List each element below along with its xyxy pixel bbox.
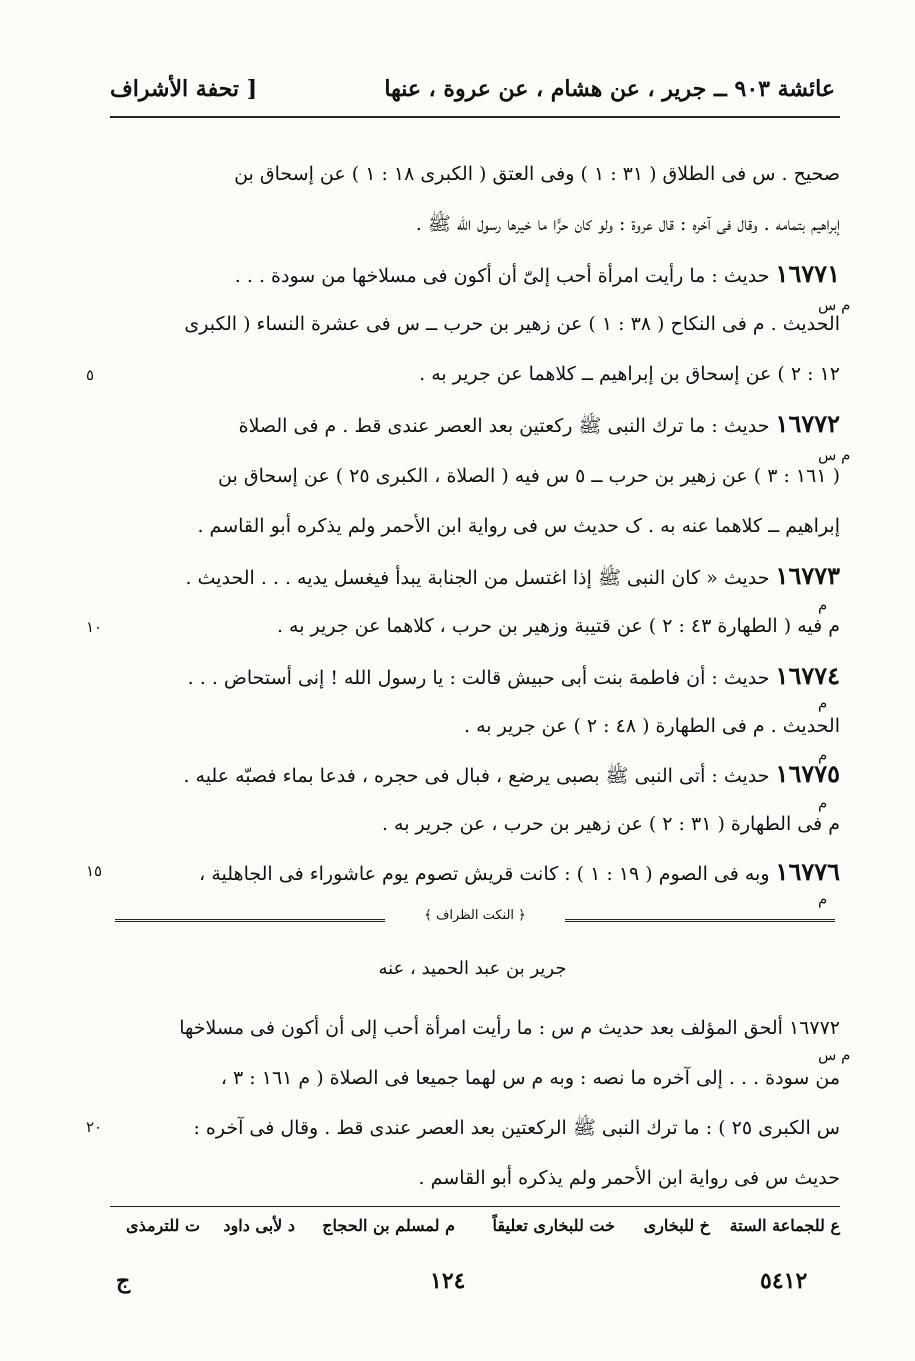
divider-rule [115,919,385,922]
line-number: ١٥ [86,862,103,880]
hadith-line: ١٦٧٧٦ وبه فى الصوم ( ١٩ : ١ ) : كانت قريش تصوم يوم عاشوراء فى الجاهلية ، [199,857,840,886]
margin-siglum: م [818,746,828,764]
footer-rule [110,1206,840,1207]
margin-siglum: م س [818,446,851,464]
note-line: ١٦٧٧٢ ألحق المؤلف بعد حديث م س : ما رأيت امرأة أحب إلى أن أكون فى مسلاخها [179,1017,840,1039]
margin-siglum: م [818,596,828,614]
divider-label: ﴿ النكت الظراف ﴾ [424,908,526,923]
signature-mark: ج [116,1268,131,1294]
margin-siglum: م [818,890,828,908]
text-line: الحديث . م فى الطهارة ( ٤٨ : ٢ ) عن جرير به . [463,715,840,737]
text-line: إبراهيم بتمامه . وقال فى آخره : قال عروة : ولو كان حرًّا ما خيرها رسول الله ﷺ . [415,213,840,235]
header-rule [110,116,840,118]
section-subheading: جرير بن عبد الحميد ، عنه [378,958,567,979]
hadith-line: ١٦٧٧٢ حديث : ما ترك النبى ﷺ ركعتين بعد العصر عندى قط . م فى الصلاة [238,409,840,438]
line-number: ٥ [86,366,95,384]
hadith-number: ١٦٧٧٤ [775,661,840,690]
legend-item: م لمسلم بن الحجاج [322,1216,455,1235]
header-title: عائشة ٩٠٣ ــ جرير ، عن هشام ، عن عروة ، عنها [384,76,835,102]
margin-siglum: م [818,694,828,712]
hadith-number: ١٦٧٧١ [775,259,840,288]
divider-rule [565,919,835,922]
text-line: م فى الطهارة ( ٣١ : ٢ ) عن زهير بن حرب ، عن جرير به . [381,813,840,835]
text-line: إبراهيم ــ كلاهما عنه به . ک حديث س فى رواية ابن الأحمر ولم يذكره أبو القاسم . [197,515,840,537]
volume-number: ٥٤١٢ [760,1268,808,1294]
note-line: من سودة . . . إلى آخره ما نصه : وبه م س لهما جميعا فى الصلاة ( م ١٦١ : ٣ ، [220,1067,840,1089]
text-line: الحديث . م فى النكاح ( ٣٨ : ١ ) عن زهير بن حرب ــ س فى عشرة النساء ( الكبرى [184,313,840,335]
margin-siglum: م [818,794,828,812]
hadith-number: ١٦٧٧٣ [775,561,840,590]
note-line: س الكبرى ٢٥ ) : ما ترك النبى ﷺ الركعتين بعد العصر عندى قط . وقال فى آخره : [193,1117,840,1139]
text-line: ١٢ : ٢ ) عن إسحاق بن إبراهيم ــ كلاهما عن جرير به . [419,363,840,385]
line-number: ٢٠ [86,1118,103,1136]
text-line: صحيح . س فى الطلاق ( ٣١ : ١ ) وفى العتق ( الكبرى ١٨ : ١ ) عن إسحاق بن [234,163,840,185]
text-line: م فيه ( الطهارة ٤٣ : ٢ ) عن قتيبة وزهير بن حرب ، كلاهما عن جرير به . [276,615,840,637]
margin-siglum: م س [818,296,851,314]
legend-item: خ للبخارى [643,1216,710,1235]
hadith-line: ١٦٧٧١ حديث : ما رأيت امرأة أحب إلىّ أن أكون فى مسلاخها من سودة . . . [234,259,840,288]
hadith-line: ١٦٧٧٣ حديث « كان النبى ﷺ إذا اغتسل من الجنابة يبدأ فيغسل يديه . . . الحديث . [185,561,840,590]
hadith-line: ١٦٧٧٥ حديث : أتى النبى ﷺ بصبى يرضع ، فبال فى حجره ، فدعا بماء فصبّه عليه . [183,759,840,788]
legend-item: د لأبى داود [223,1216,295,1235]
legend-item: ع للجماعة الستة [729,1216,840,1235]
legend-item: ت للترمذى [126,1216,200,1235]
page-number: ١٢٤ [430,1268,466,1294]
hadith-number: ١٦٧٧٢ [775,409,840,438]
note-line: حديث س فى رواية ابن الأحمر ولم يذكره أبو القاسم . [418,1167,840,1189]
margin-siglum: م س [818,1046,851,1064]
text-line: ( ١٦١ : ٣ ) عن زهير بن حرب ــ ٥ س فيه ( الصلاة ، الكبرى ٢٥ ) عن إسحاق بن [218,465,840,487]
header-book: [ تحفة الأشراف [110,76,258,102]
abbreviation-legend [110,1216,840,1246]
hadith-line: ١٦٧٧٤ حديث : أن فاطمة بنت أبى حبيش قالت : يا رسول الله ! إنى أستحاض . . . [187,661,840,690]
line-number: ١٠ [86,618,103,636]
legend-item: خت للبخارى تعليقاً [492,1216,615,1235]
hadith-number: ١٦٧٧٥ [775,759,840,788]
hadith-number: ١٦٧٧٦ [775,857,840,886]
running-header [110,72,835,112]
section-divider [115,908,835,932]
